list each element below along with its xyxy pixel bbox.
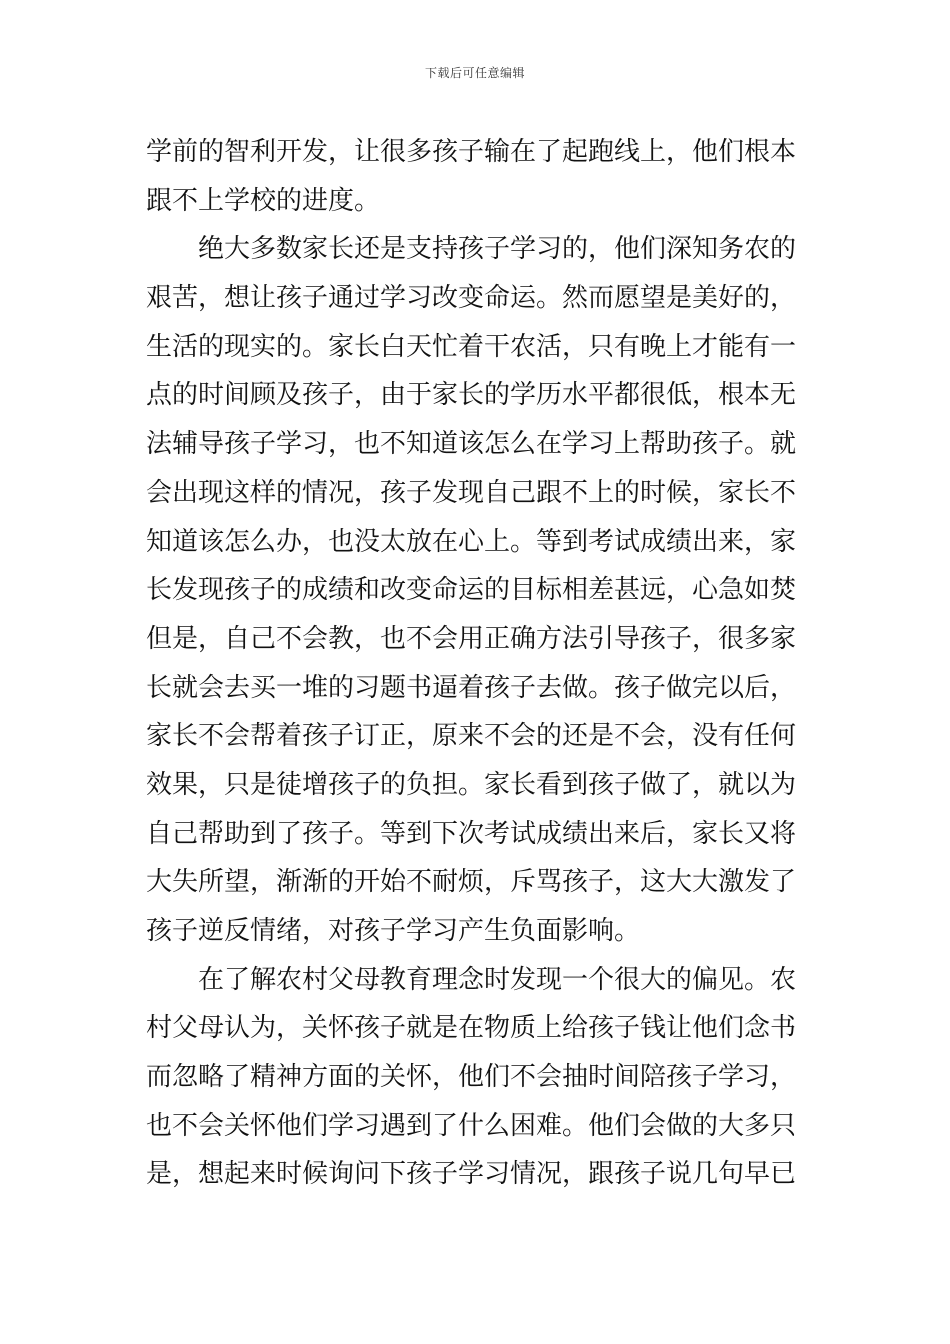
text-line: 自己帮助到了孩子。等到下次考试成绩出来后，家长又将 <box>146 818 797 849</box>
body-text <box>146 128 806 1199</box>
text-line: 大失所望，渐渐的开始不耐烦，斥骂孩子，这大大激发了 <box>146 867 797 898</box>
text-line: 跟不上学校的进度。 <box>146 185 381 216</box>
text-line: 知道该怎么办，也没太放在心上。等到考试成绩出来，家 <box>146 526 797 557</box>
text-line: 也不会关怀他们学习遇到了什么困难。他们会做的大多只 <box>146 1110 797 1141</box>
text-line: 生活的现实的。家长白天忙着干农活，只有晚上才能有一 <box>146 331 797 362</box>
text-line: 艰苦，想让孩子通过学习改变命运。然而愿望是美好的， <box>146 283 797 314</box>
text-line: 法辅导孩子学习，也不知道该怎么在学习上帮助孩子。就 <box>146 429 797 460</box>
page-header: 下载后可任意编辑 <box>424 66 525 80</box>
text-line: 家长不会帮着孩子订正，原来不会的还是不会，没有任何 <box>146 721 797 752</box>
text-line: 孩子逆反情绪，对孩子学习产生负面影响。 <box>146 916 641 946</box>
text-line: 学前的智利开发，让很多孩子输在了起跑线上，他们根本 <box>146 137 797 167</box>
text-line: 在了解农村父母教育理念时发现一个很大的偏见。农 <box>198 964 797 995</box>
text-line: 是，想起来时候询问下孩子学习情况，跟孩子说几句早已 <box>146 1159 797 1190</box>
text-line: 长发现孩子的成绩和改变命运的目标相差甚远，心急如焚 <box>146 575 797 606</box>
text-line: 绝大多数家长还是支持孩子学习的，他们深知务农的 <box>198 234 797 265</box>
text-line: 但是，自己不会教，也不会用正确方法引导孩子，很多家 <box>146 623 797 654</box>
text-line: 而忽略了精神方面的关怀，他们不会抽时间陪孩子学习， <box>146 1062 797 1093</box>
text-line: 会出现这样的情况，孩子发现自己跟不上的时候，家长不 <box>146 477 797 508</box>
text-line: 效果，只是徒增孩子的负担。家长看到孩子做了，就以为 <box>146 769 797 800</box>
text-line: 点的时间顾及孩子，由于家长的学历水平都很低，根本无 <box>146 380 797 411</box>
text-line: 长就会去买一堆的习题书逼着孩子去做。孩子做完以后， <box>146 672 797 703</box>
text-line: 村父母认为，关怀孩子就是在物质上给孩子钱让他们念书 <box>146 1013 797 1044</box>
